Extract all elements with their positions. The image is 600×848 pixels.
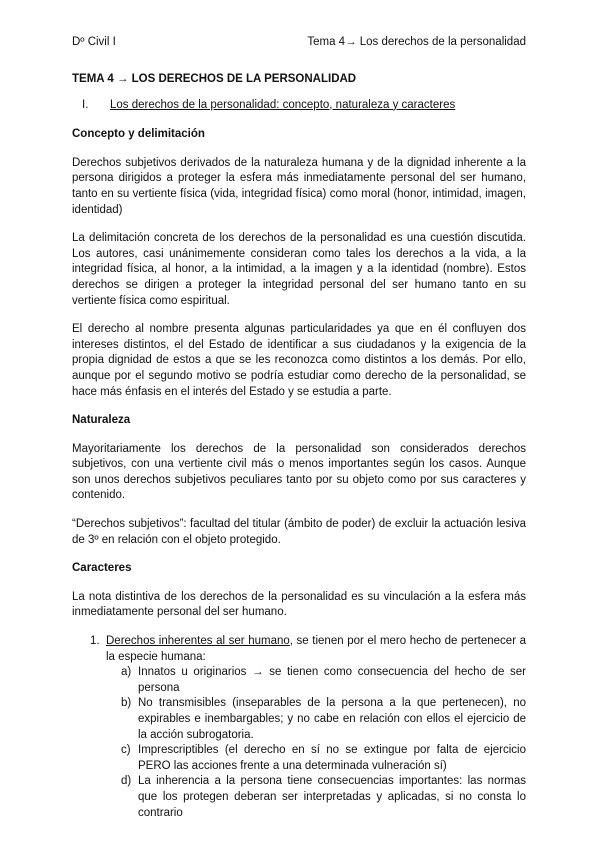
paragraph-concepto-2: La delimitación concreta de los derechos de la personalidad es una cuestión discutida. Los autores, casi unánimemente consideran como tales los derechos a la vida, a la integridad física, al honor, a la intimidad, a la imagen y a la identidad (nombre). Estos derechos se dirigen a proteger la integridad personal del ser humano tanto en su vertiente física como espiritual. — [72, 232, 526, 307]
list-item-text: , se tienen por el mero hecho de pertenecer a la especie humana: — [106, 635, 527, 663]
sub-list-marker: a) — [121, 666, 132, 679]
sub-list-text: Imprescriptibles (el derecho en sí no se extingue por falta de ejercicio PERO las acciones frente a una determinada vulneración sí) — [138, 744, 526, 772]
paragraph-concepto-1: Derechos subjetivos derivados de la naturaleza humana y de la dignidad inherente a la persona dirigidos a proteger la esfera más inmediatamente personal del ser humano, tanto en su vertiente física (vida, integridad física) como moral (honor, intimidad, imagen, identidad) — [72, 156, 526, 216]
paragraph-naturaleza-1: Mayoritariamente los derechos de la personalidad son considerados derechos subjetivos, con una vertiente civil más o menos importantes según los casos. Aunque son unos derechos subjetivos peculiares tanto por su objeto como por sus caracteres y contenido. — [72, 442, 526, 502]
heading-caracteres: Caracteres — [72, 562, 132, 575]
sub-list-marker: b) — [121, 697, 132, 710]
list-item-underlined: Derechos inherentes al ser humano — [106, 635, 290, 648]
paragraph-caracteres-1: La nota distintiva de los derechos de la personalidad es su vinculación a la esfera más inmediatamente personal del ser humano. — [72, 590, 526, 619]
heading-concepto: Concepto y delimitación — [72, 128, 205, 141]
document-body — [72, 72, 526, 821]
sub-list-item — [106, 696, 526, 743]
section-heading — [72, 98, 526, 114]
section-number: I. — [82, 98, 89, 111]
paragraph-concepto-3: El derecho al nombre presenta algunas particularidades ya que en él confluyen dos intereses distintos, el del Estado de identificar a sus ciudadanos y la exigencia de la propia dignidad de estos a que se les reconozca como distintos a los demás. Por ello, aunque por el segundo motivo se podría estudiar como derecho de la personalidad, se hace más énfasis en el interés del Estado y se estudia a parte. — [72, 323, 526, 398]
heading-naturaleza: Naturaleza — [72, 414, 131, 427]
header-right: Tema 4→ Los derechos de la personalidad — [307, 36, 526, 48]
sub-list-marker: c) — [121, 744, 131, 757]
sub-list-text: La inherencia a la persona tiene consecuencias importantes: las normas que los protegen deberan ser interpretadas y aplicadas, si no consta lo contrario — [138, 775, 526, 819]
section-title: Los derechos de la personalidad: concepto, naturaleza y caracteres — [110, 98, 456, 111]
sub-list — [106, 665, 526, 821]
sub-list-marker: d) — [121, 775, 132, 788]
sub-list-item — [106, 665, 526, 696]
sub-list-item — [106, 743, 526, 774]
sub-list-item — [106, 774, 526, 821]
sub-list-text: Innatos u originarios → se tienen como consecuencia del hecho de ser persona — [138, 666, 526, 694]
header-left: Dº Civil I — [72, 36, 116, 48]
list-item — [72, 634, 526, 821]
sub-list-text: No transmisibles (inseparables de la persona a la que pertenecen), no expirables e inembargables; y no cabe en relación con ellos el ejercicio de la acción subrogatoria. — [138, 697, 526, 741]
document-title: TEMA 4 → LOS DERECHOS DE LA PERSONALIDAD — [72, 73, 357, 85]
paragraph-naturaleza-2: “Derechos subjetivos”: facultad del titular (ámbito de poder) de excluir la actuación lesiva de 3º en relación con el objeto protegido. — [72, 518, 526, 546]
list-marker: 1. — [90, 635, 100, 648]
caracteres-list — [72, 634, 526, 821]
